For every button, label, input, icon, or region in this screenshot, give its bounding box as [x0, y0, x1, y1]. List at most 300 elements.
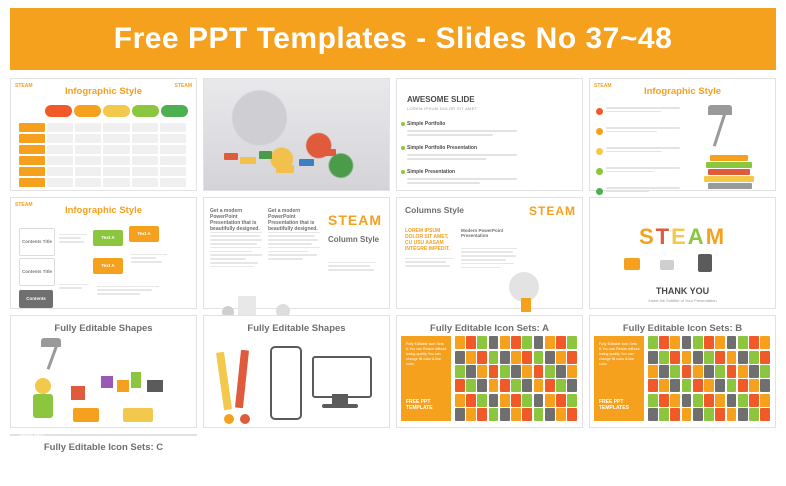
table-cell: [132, 134, 158, 143]
flask-icon: [101, 376, 113, 388]
icon[interactable]: [489, 379, 499, 392]
icon-grid: [455, 336, 577, 421]
icon[interactable]: [545, 379, 555, 392]
icon[interactable]: [522, 336, 532, 349]
brick: [322, 149, 336, 156]
icon[interactable]: [648, 336, 658, 349]
column-body: [328, 262, 376, 273]
icon[interactable]: [477, 379, 487, 392]
table-cell: [103, 145, 129, 154]
flow-box: Text A: [129, 226, 159, 242]
calculator-icon: [698, 254, 712, 272]
table-row: [19, 178, 188, 187]
brick: [240, 157, 256, 164]
table-row: [19, 134, 188, 143]
icon[interactable]: [693, 408, 703, 421]
icon[interactable]: [727, 394, 737, 407]
table-cell: [103, 178, 129, 187]
icon[interactable]: [567, 336, 577, 349]
icon[interactable]: [738, 365, 748, 378]
row-label: [19, 156, 45, 165]
flow-box: Contents: [19, 290, 53, 308]
icon[interactable]: [477, 394, 487, 407]
brick: [224, 153, 238, 160]
icon[interactable]: [466, 336, 476, 349]
column-heading: Get a modern PowerPoint Presentation that is beautifully designed.: [268, 207, 318, 232]
slide-title: Fully Editable Icon Sets: C: [43, 441, 164, 453]
icon-set-panel-brand: FREE PPT TEMPLATES: [20, 432, 50, 445]
slide-title: Infographic Style: [64, 204, 143, 216]
icon[interactable]: [648, 408, 658, 421]
icon[interactable]: [738, 336, 748, 349]
book-icon: [704, 176, 754, 182]
steam-wordmark: [590, 224, 775, 250]
character-icon: [240, 414, 250, 424]
table-cell: [75, 134, 101, 143]
icon[interactable]: [738, 379, 748, 392]
icon[interactable]: [556, 394, 566, 407]
slide-thumbnail[interactable]: [10, 197, 197, 310]
steam-wordmark: STEAM: [529, 203, 576, 218]
icon[interactable]: [522, 408, 532, 421]
icon[interactable]: [693, 365, 703, 378]
table-pill-headers: [45, 105, 188, 117]
table-cell: [75, 123, 101, 132]
pill: [161, 105, 188, 117]
book-icon: [710, 155, 748, 161]
icon[interactable]: [477, 408, 487, 421]
slide-thumbnail[interactable]: [396, 197, 583, 310]
icon[interactable]: [455, 351, 465, 364]
icon[interactable]: [682, 365, 692, 378]
icon[interactable]: [511, 408, 521, 421]
icon[interactable]: [477, 365, 487, 378]
slide-thumbnail[interactable]: [396, 78, 583, 191]
steam-logo-icon: STEAM: [15, 83, 33, 89]
icon[interactable]: [670, 336, 680, 349]
hand-icon: [73, 408, 99, 422]
slide-thumbnail[interactable]: [203, 197, 390, 310]
brick: [276, 165, 294, 173]
portfolio-item-label: Simple Portfolio: [407, 121, 446, 127]
row-label: [19, 123, 45, 132]
icon[interactable]: [727, 379, 737, 392]
icon[interactable]: [466, 408, 476, 421]
icon[interactable]: [749, 365, 759, 378]
icon[interactable]: [704, 351, 714, 364]
icon[interactable]: [545, 408, 555, 421]
table-cell: [132, 167, 158, 176]
scale-icon: [147, 380, 163, 392]
icon[interactable]: [567, 365, 577, 378]
flow-note: [59, 234, 87, 245]
slide-thumbnail[interactable]: [10, 78, 197, 191]
table-cell: [103, 134, 129, 143]
thank-you-subtitle: Insert the Subtitle of Your Presentation: [648, 297, 717, 303]
lamp-icon: [713, 113, 726, 146]
slide-thumbnail[interactable]: [589, 315, 776, 428]
icon[interactable]: [659, 336, 669, 349]
icon[interactable]: [455, 408, 465, 421]
flow-box: Contents Title: [19, 228, 55, 256]
steam-letter: M: [705, 223, 727, 249]
table-cell: [160, 145, 186, 154]
icon[interactable]: [534, 365, 544, 378]
flow-box: Text A: [93, 258, 123, 274]
brick: [259, 151, 272, 159]
icon[interactable]: [545, 365, 555, 378]
bullet-item: [596, 107, 684, 115]
icon[interactable]: [477, 351, 487, 364]
slide-thumbnail[interactable]: [10, 432, 197, 485]
table-row: [19, 123, 188, 132]
slide-thumbnail[interactable]: [589, 78, 776, 191]
data-table: [19, 123, 188, 189]
table-cell: [75, 167, 101, 176]
table-cell: [132, 178, 158, 187]
icon[interactable]: [648, 379, 658, 392]
table-cell: [47, 178, 73, 187]
icon[interactable]: [556, 336, 566, 349]
slide-title: Fully Editable Icon Sets: B: [622, 323, 743, 335]
icon[interactable]: [567, 351, 577, 364]
icon[interactable]: [715, 336, 725, 349]
bullet-item: [596, 147, 684, 155]
icon[interactable]: [670, 408, 680, 421]
icon[interactable]: [704, 394, 714, 407]
icon[interactable]: [659, 379, 669, 392]
icon[interactable]: [466, 351, 476, 364]
icon[interactable]: [749, 336, 759, 349]
lamp-icon: [47, 345, 59, 370]
steam-letter: T: [655, 223, 672, 249]
icon[interactable]: [534, 336, 544, 349]
icon[interactable]: [670, 351, 680, 364]
banner: [10, 8, 776, 70]
icon[interactable]: [500, 408, 510, 421]
icon[interactable]: [760, 408, 770, 421]
slide-title: Infographic Style: [643, 86, 722, 97]
icon[interactable]: [727, 336, 737, 349]
lorem-heading: LOREM IPSUM DOLOR SIT AMET, CU USU AASAM INTEGRE IMPEDIT.: [405, 227, 450, 252]
monitor-base-icon: [322, 404, 358, 408]
icon[interactable]: [727, 351, 737, 364]
steam-logo-icon: STEAM: [15, 201, 33, 208]
icon[interactable]: [715, 351, 725, 364]
icon[interactable]: [715, 379, 725, 392]
portfolio-item-body: [407, 178, 517, 186]
slide-thumbnail[interactable]: [10, 315, 197, 428]
icon[interactable]: [659, 365, 669, 378]
icon[interactable]: [466, 365, 476, 378]
icon[interactable]: [738, 351, 748, 364]
bullet-item: [596, 127, 684, 135]
table-cell: [75, 178, 101, 187]
icon[interactable]: [670, 394, 680, 407]
icon[interactable]: [567, 394, 577, 407]
icon[interactable]: [704, 365, 714, 378]
icon-set-panel-brand: FREE PPT TEMPLATES: [599, 398, 629, 411]
thank-you-title: THANK YOU: [655, 285, 710, 296]
book-icon: [624, 258, 640, 270]
icon[interactable]: [500, 351, 510, 364]
table-row: [19, 145, 188, 154]
icon[interactable]: [477, 336, 487, 349]
column-body: [210, 232, 262, 270]
table-cell: [160, 156, 186, 165]
pencil-icon: [235, 350, 249, 409]
icon[interactable]: [749, 394, 759, 407]
table-cell: [132, 145, 158, 154]
icon[interactable]: [738, 394, 748, 407]
child-icon: [33, 394, 53, 418]
icon[interactable]: [727, 365, 737, 378]
table-cell: [103, 156, 129, 165]
table-cell: [103, 167, 129, 176]
icon[interactable]: [727, 408, 737, 421]
icon[interactable]: [455, 336, 465, 349]
icon[interactable]: [455, 394, 465, 407]
slide-thumbnail[interactable]: [203, 78, 390, 191]
book-icon: [708, 169, 750, 175]
icon[interactable]: [693, 379, 703, 392]
column-body: [268, 232, 320, 262]
portfolio-item-label: Simple Presentation: [407, 169, 456, 175]
icon[interactable]: [522, 394, 532, 407]
icon[interactable]: [534, 351, 544, 364]
icon[interactable]: [749, 379, 759, 392]
icon[interactable]: [500, 394, 510, 407]
icon[interactable]: [534, 408, 544, 421]
icon[interactable]: [760, 365, 770, 378]
icon[interactable]: [522, 365, 532, 378]
icon[interactable]: [545, 394, 555, 407]
table-cell: [75, 156, 101, 165]
hand-icon: [123, 408, 153, 422]
icon[interactable]: [670, 379, 680, 392]
icon[interactable]: [715, 408, 725, 421]
icon-set-panel: [401, 336, 451, 421]
icon[interactable]: [511, 379, 521, 392]
monitor-icon: [312, 356, 372, 398]
slide-title: Infographic Style: [64, 86, 143, 97]
icon[interactable]: [466, 379, 476, 392]
book-icon: [708, 183, 752, 189]
pill: [74, 105, 101, 117]
icon-grid: [648, 336, 770, 421]
icon-set-panel-brand: FREE PPT TEMPLATE: [406, 398, 433, 411]
check-icon: [401, 146, 405, 150]
icon[interactable]: [556, 408, 566, 421]
portfolio-item-body: [407, 154, 517, 162]
pill: [103, 105, 130, 117]
pill: [132, 105, 159, 117]
car-icon: [660, 260, 674, 270]
icon-set-panel-text: Fully Editable Icon Sets: A You can Resize without losing quality You can change fill color & line color: [406, 342, 447, 367]
icon[interactable]: [489, 336, 499, 349]
slide-title: Fully Editable Shapes: [54, 323, 153, 335]
slide-thumbnail[interactable]: [396, 315, 583, 428]
lamp-shade-icon: [708, 105, 732, 115]
slide-thumbnail[interactable]: [589, 197, 776, 310]
slide-title: AWESOME SLIDE: [407, 95, 475, 104]
icon[interactable]: [749, 408, 759, 421]
character-icon: [224, 414, 234, 424]
steam-letter: E: [671, 223, 688, 249]
icon[interactable]: [556, 379, 566, 392]
table-cell: [47, 134, 73, 143]
icon[interactable]: [511, 394, 521, 407]
table-row: [19, 167, 188, 176]
icon[interactable]: [522, 351, 532, 364]
icon[interactable]: [760, 379, 770, 392]
row-label: [19, 167, 45, 176]
icon[interactable]: [545, 351, 555, 364]
icon[interactable]: [466, 394, 476, 407]
bullet-item: [596, 167, 684, 175]
icon[interactable]: [715, 365, 725, 378]
icon[interactable]: [704, 408, 714, 421]
table-cell: [103, 123, 129, 132]
icon[interactable]: [704, 379, 714, 392]
lamp-shade-icon: [41, 338, 61, 347]
icon[interactable]: [534, 379, 544, 392]
icon[interactable]: [489, 394, 499, 407]
slide-subtitle: LOREM IPSUM DOLOR SIT AMET: [407, 106, 478, 111]
icon[interactable]: [511, 336, 521, 349]
smartphone-icon: [270, 346, 302, 420]
icon[interactable]: [648, 351, 658, 364]
icon[interactable]: [455, 379, 465, 392]
icon[interactable]: [534, 394, 544, 407]
table-cell: [47, 156, 73, 165]
icon[interactable]: [760, 351, 770, 364]
slide-grid: [10, 78, 776, 485]
icon[interactable]: [693, 336, 703, 349]
steam-letter: A: [687, 223, 706, 249]
slide-thumbnail[interactable]: [203, 315, 390, 428]
monitor-stand-icon: [332, 394, 348, 404]
column-style-label: Column Style: [328, 234, 380, 244]
steam-logo-icon: STEAM: [174, 83, 192, 89]
table-row: [19, 156, 188, 165]
table-cell: [132, 156, 158, 165]
icon[interactable]: [556, 365, 566, 378]
hand-icon: [71, 386, 85, 400]
icon[interactable]: [659, 394, 669, 407]
icon[interactable]: [659, 351, 669, 364]
icon[interactable]: [489, 408, 499, 421]
flow-box: Contents Title: [19, 258, 55, 286]
icon[interactable]: [545, 336, 555, 349]
column-body: [405, 258, 453, 269]
flow-note: [97, 286, 159, 297]
icon[interactable]: [455, 365, 465, 378]
icon[interactable]: [682, 351, 692, 364]
table-cell: [160, 123, 186, 132]
table-cell: [160, 134, 186, 143]
steam-logo-icon: STEAM: [594, 83, 612, 89]
icon[interactable]: [511, 351, 521, 364]
icon[interactable]: [682, 379, 692, 392]
icon[interactable]: [511, 365, 521, 378]
table-cell: [47, 145, 73, 154]
row-label: [19, 134, 45, 143]
table-cell: [132, 123, 158, 132]
test-tube-icon: [131, 372, 141, 388]
child-icon: [35, 378, 51, 394]
pill: [45, 105, 72, 117]
icon[interactable]: [489, 365, 499, 378]
check-icon: [401, 170, 405, 174]
icon[interactable]: [648, 394, 658, 407]
icon-set-panel-text: Fully Editable Icon Sets: C You can Resize without losing quality You can change fill color & line color: [20, 460, 61, 485]
icon[interactable]: [682, 394, 692, 407]
icon[interactable]: [648, 365, 658, 378]
portfolio-item-label: Simple Portfolio Presentation: [407, 145, 478, 151]
icon[interactable]: [760, 394, 770, 407]
slide-title: Columns Style: [405, 204, 465, 215]
column-body: [461, 248, 517, 271]
icon[interactable]: [500, 336, 510, 349]
icon[interactable]: [489, 351, 499, 364]
icon-set-panel-text: Fully Editable Icon Sets: B You can Resize without losing quality You can change fill color & line color: [599, 342, 640, 367]
icon[interactable]: [500, 365, 510, 378]
icon[interactable]: [670, 365, 680, 378]
table-cell: [75, 145, 101, 154]
row-label: [19, 178, 45, 187]
icon[interactable]: [659, 408, 669, 421]
pencil-icon: [216, 352, 232, 411]
banner-title: Free PPT Templates - Slides No 37~48: [113, 22, 673, 55]
icon[interactable]: [693, 394, 703, 407]
robot-bricks-photo: [204, 79, 389, 190]
check-icon: [401, 122, 405, 126]
flow-note: [131, 254, 167, 265]
table-cell: [160, 178, 186, 187]
subheading: Modern PowerPoint Presentation: [461, 227, 504, 238]
flow-note: [59, 284, 89, 292]
icon[interactable]: [500, 379, 510, 392]
blocks-icon: [117, 380, 129, 392]
bullet-item: [596, 187, 684, 195]
flow-box: Text A: [93, 230, 123, 246]
icon-set-panel: [594, 336, 644, 421]
slide-title: Fully Editable Icon Sets: A: [430, 323, 549, 335]
column-heading: Get a modern PowerPoint Presentation that is beautifully designed.: [210, 207, 260, 232]
slide-title: Fully Editable Shapes: [247, 323, 346, 335]
icon[interactable]: [522, 379, 532, 392]
table-cell: [160, 167, 186, 176]
icon[interactable]: [760, 336, 770, 349]
icon[interactable]: [715, 394, 725, 407]
icon[interactable]: [682, 336, 692, 349]
icon[interactable]: [682, 408, 692, 421]
steam-wordmark: STEAM: [328, 211, 382, 228]
icon[interactable]: [749, 351, 759, 364]
icon[interactable]: [738, 408, 748, 421]
icon[interactable]: [704, 336, 714, 349]
icon[interactable]: [567, 379, 577, 392]
icon[interactable]: [693, 351, 703, 364]
icon[interactable]: [567, 408, 577, 421]
icon[interactable]: [556, 351, 566, 364]
table-cell: [47, 123, 73, 132]
steam-letter: S: [638, 223, 656, 249]
row-label: [19, 145, 45, 154]
portfolio-item-body: [407, 130, 517, 138]
table-cell: [47, 167, 73, 176]
